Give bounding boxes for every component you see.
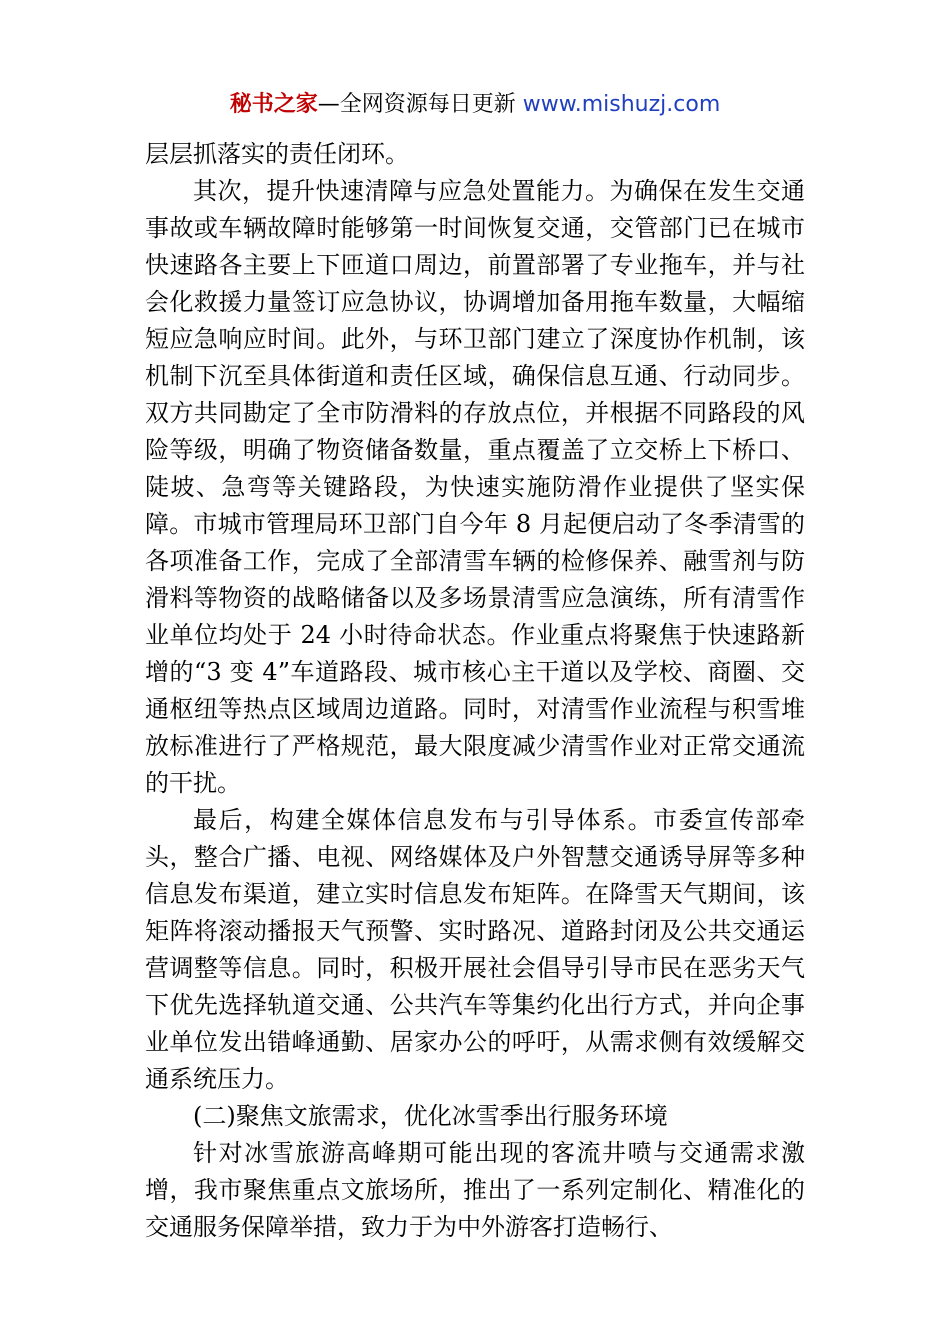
- site-slogan: —全网资源每日更新: [317, 92, 523, 117]
- site-brand: 秘书之家: [229, 92, 318, 117]
- document-body: [145, 136, 805, 1246]
- section-heading-culture-tourism: (二)聚焦文旅需求，优化冰雪季出行服务环境: [193, 1102, 668, 1130]
- site-url-link[interactable]: www.mishuzj.com: [522, 92, 721, 117]
- paragraph-tourism-services: 针对冰雪旅游高峰期可能出现的客流井喷与交通需求激增，我市聚焦重点文旅场所，推出了一系列定制化、精准化的交通服务保障举措，致力于为中外游客打造畅行、: [145, 1139, 805, 1241]
- paragraph-media-guidance: 最后，构建全媒体信息发布与引导体系。市委宣传部牵头，整合广播、电视、网络媒体及户外智慧交通诱导屏等多种信息发布渠道，建立实时信息发布矩阵。在降雪天气期间，该矩阵将滚动播报天气预警、实时路况、道路封闭及公共交通运营调整等信息。同时，积极开展社会倡导引导市民在恶劣天气下优先选择轨道交通、公共汽车等集约化出行方式，并向企事业单位发出错峰通勤、居家办公的呼吁，从需求侧有效缓解交通系统压力。: [145, 806, 805, 1093]
- paragraph-continuation: 层层抓落实的责任闭环。: [145, 140, 409, 168]
- paragraph-emergency-response: 其次，提升快速清障与应急处置能力。为确保在发生交通事故或车辆故障时能够第一时间恢复交通，交管部门已在城市快速路各主要上下匝道口周边，前置部署了专业拖车，并与社会化救援力量签订应急协议，协调增加备用拖车数量，大幅缩短应急响应时间。此外，与环卫部门建立了深度协作机制，该机制下沉至具体街道和责任区域，确保信息互通、行动同步。双方共同勘定了全市防滑料的存放点位，并根据不同路段的风险等级，明确了物资储备数量，重点覆盖了立交桥上下桥口、陡坡、急弯等关键路段，为快速实施防滑作业提供了坚实保障。市城市管理局环卫部门自今年 8 月起便启动了冬季清雪的各项准备工作，完成了全部清雪车辆的检修保养、融雪剂与防滑料等物资的战略储备以及多场景清雪应急演练，所有清雪作业单位均处于 24 小时待命状态。作业重点将聚焦于快速路新增的“3 变 4”车道路段、城市核心主干道以及学校、商圈、交通枢纽等热点区域周边道路。同时，对清雪作业流程与积雪堆放标准进行了严格规范，最大限度减少清雪作业对正常交通流的干扰。: [145, 177, 805, 797]
- site-header: [0, 88, 950, 122]
